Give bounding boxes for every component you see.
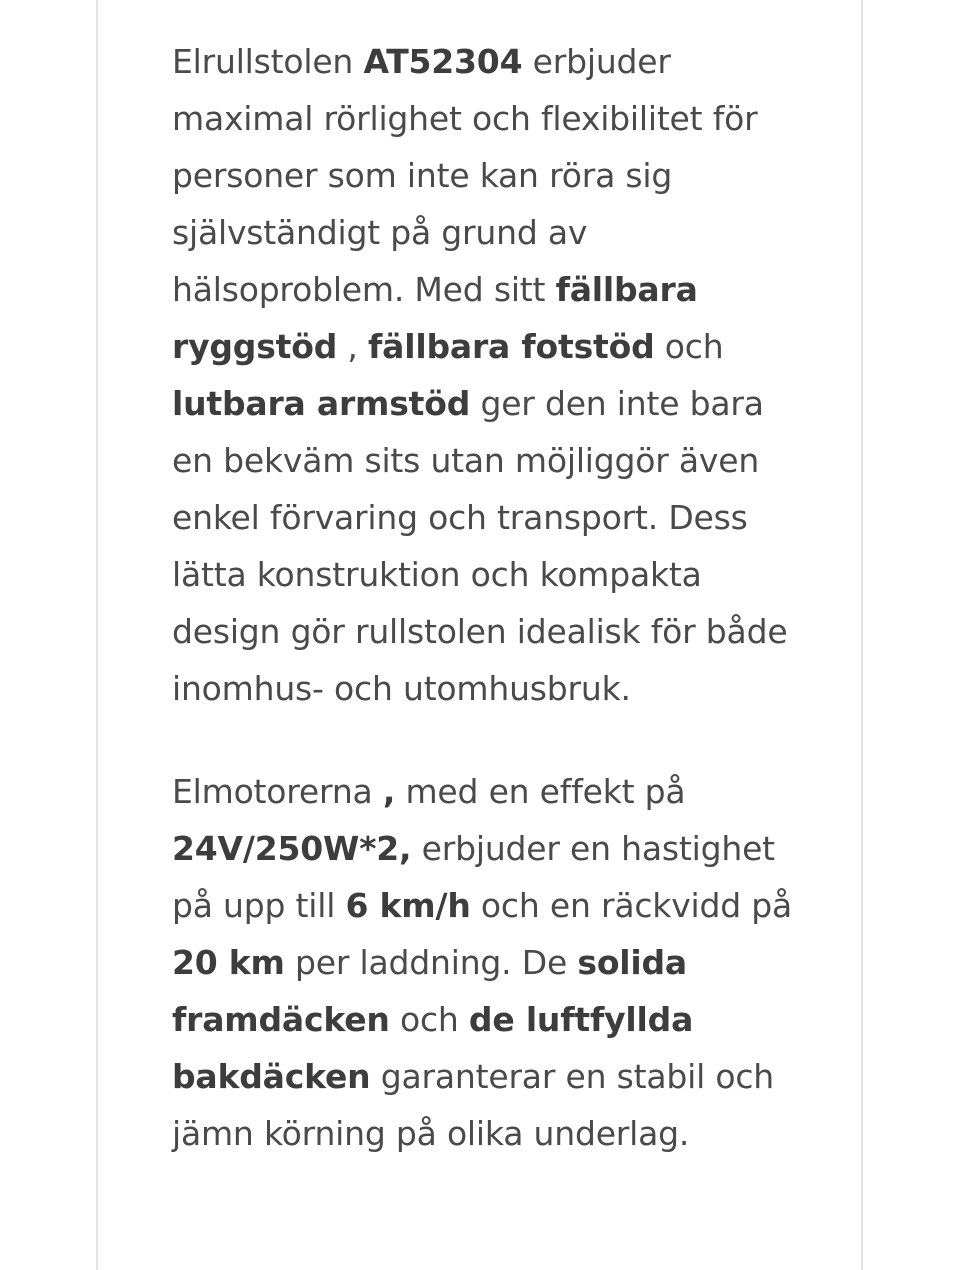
text-segment: med en effekt på xyxy=(395,772,686,811)
paragraph-description xyxy=(172,33,812,717)
text-segment: och xyxy=(654,327,724,366)
text-segment: Elrullstolen xyxy=(172,42,364,81)
content-border-right xyxy=(861,0,863,1270)
text-segment: erbjuder en hastighet på upp till xyxy=(172,829,775,925)
text-segment: garanterar en stabil och jämn körning på olika underlag. xyxy=(172,1057,774,1153)
article-body xyxy=(172,33,812,1162)
rear-tyres: de luftfyllda bakdäcken xyxy=(172,1000,694,1096)
top-speed: 6 km/h xyxy=(345,886,471,925)
content-border-left xyxy=(96,0,98,1270)
text-segment: och xyxy=(389,1000,469,1039)
text-segment: per laddning. De xyxy=(284,943,578,982)
feature-footrest: fällbara fotstöd xyxy=(368,327,655,366)
model-number: AT52304 xyxy=(363,42,523,81)
bold-comma: , xyxy=(382,772,396,811)
text-segment: och en räckvidd på xyxy=(470,886,793,925)
text-segment: erbjuder maximal rörlighet och flexibilitet för personer som inte kan röra sig självständigt på grund av hälsoproblem. Med sitt xyxy=(172,42,758,309)
feature-armrest: lutbara armstöd xyxy=(172,384,471,423)
feature-backrest: fällbara ryggstöd xyxy=(172,270,698,366)
range: 20 km xyxy=(172,943,285,982)
front-tyres: solida framdäcken xyxy=(172,943,688,1039)
motor-power: 24V/250W*2, xyxy=(172,829,412,868)
text-segment: , xyxy=(337,327,369,366)
paragraph-motors xyxy=(172,763,812,1162)
text-segment: Elmotorerna xyxy=(172,772,383,811)
text-segment: ger den inte bara en bekväm sits utan möjliggör även enkel förvaring och transport. Dess lätta konstruktion och kompakta design gör rullstolen idealisk för både inomhus- och utomhusbruk. xyxy=(172,384,788,708)
